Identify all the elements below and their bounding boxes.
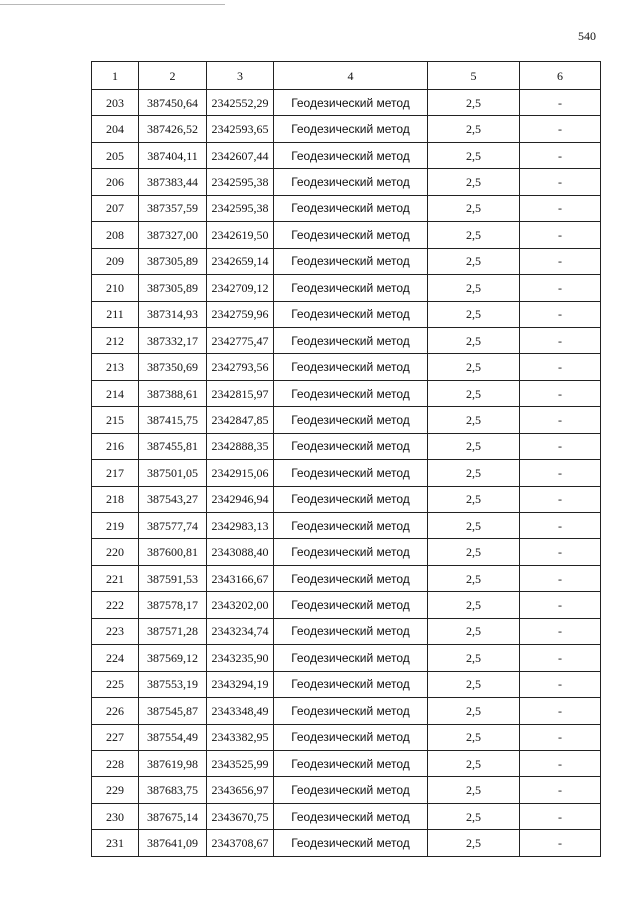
note-cell: -: [520, 803, 601, 829]
method-cell: Геодезический метод: [274, 565, 428, 591]
x-coordinate-cell: 387675,14: [139, 803, 207, 829]
table-row: [92, 592, 601, 618]
accuracy-cell: 2,5: [428, 142, 520, 168]
y-coordinate-cell: 2343166,67: [207, 565, 274, 591]
y-coordinate-cell: 2342888,35: [207, 433, 274, 459]
table-row: [92, 169, 601, 195]
x-coordinate-cell: 387383,44: [139, 169, 207, 195]
method-cell: Геодезический метод: [274, 724, 428, 750]
note-cell: -: [520, 407, 601, 433]
y-coordinate-cell: 2343294,19: [207, 671, 274, 697]
header-col-2: 2: [139, 62, 207, 90]
x-coordinate-cell: 387426,52: [139, 116, 207, 142]
accuracy-cell: 2,5: [428, 750, 520, 776]
header-col-1: 1: [92, 62, 139, 90]
accuracy-cell: 2,5: [428, 354, 520, 380]
table-row: [92, 539, 601, 565]
note-cell: -: [520, 671, 601, 697]
x-coordinate-cell: 387683,75: [139, 777, 207, 803]
note-cell: -: [520, 539, 601, 565]
table-row: [92, 90, 601, 116]
x-coordinate-cell: 387314,93: [139, 301, 207, 327]
table-row: [92, 248, 601, 274]
y-coordinate-cell: 2342793,56: [207, 354, 274, 380]
method-cell: Геодезический метод: [274, 539, 428, 565]
y-coordinate-cell: 2342595,38: [207, 169, 274, 195]
note-cell: -: [520, 169, 601, 195]
x-coordinate-cell: 387619,98: [139, 750, 207, 776]
method-cell: Геодезический метод: [274, 248, 428, 274]
method-cell: Геодезический метод: [274, 222, 428, 248]
method-cell: Геодезический метод: [274, 327, 428, 353]
method-cell: Геодезический метод: [274, 116, 428, 142]
note-cell: -: [520, 222, 601, 248]
note-cell: -: [520, 433, 601, 459]
table-row: [92, 354, 601, 380]
point-number-cell: 210: [92, 275, 139, 301]
table-row: [92, 301, 601, 327]
note-cell: -: [520, 592, 601, 618]
note-cell: -: [520, 698, 601, 724]
x-coordinate-cell: 387600,81: [139, 539, 207, 565]
table-row: [92, 750, 601, 776]
note-cell: -: [520, 380, 601, 406]
x-coordinate-cell: 387327,00: [139, 222, 207, 248]
accuracy-cell: 2,5: [428, 486, 520, 512]
y-coordinate-cell: 2342619,50: [207, 222, 274, 248]
x-coordinate-cell: 387571,28: [139, 618, 207, 644]
point-number-cell: 228: [92, 750, 139, 776]
method-cell: Геодезический метод: [274, 777, 428, 803]
point-number-cell: 215: [92, 407, 139, 433]
accuracy-cell: 2,5: [428, 380, 520, 406]
method-cell: Геодезический метод: [274, 433, 428, 459]
note-cell: -: [520, 248, 601, 274]
point-number-cell: 230: [92, 803, 139, 829]
x-coordinate-cell: 387543,27: [139, 486, 207, 512]
point-number-cell: 220: [92, 539, 139, 565]
table-row: [92, 486, 601, 512]
coordinates-table: [91, 61, 601, 857]
accuracy-cell: 2,5: [428, 195, 520, 221]
accuracy-cell: 2,5: [428, 169, 520, 195]
x-coordinate-cell: 387554,49: [139, 724, 207, 750]
point-number-cell: 206: [92, 169, 139, 195]
accuracy-cell: 2,5: [428, 671, 520, 697]
point-number-cell: 209: [92, 248, 139, 274]
note-cell: -: [520, 513, 601, 539]
y-coordinate-cell: 2342759,96: [207, 301, 274, 327]
accuracy-cell: 2,5: [428, 513, 520, 539]
table-row: [92, 222, 601, 248]
accuracy-cell: 2,5: [428, 592, 520, 618]
note-cell: -: [520, 830, 601, 856]
top-edge-rule: [0, 4, 225, 5]
table-row: [92, 142, 601, 168]
x-coordinate-cell: 387332,17: [139, 327, 207, 353]
point-number-cell: 224: [92, 645, 139, 671]
accuracy-cell: 2,5: [428, 724, 520, 750]
table-row: [92, 671, 601, 697]
method-cell: Геодезический метод: [274, 513, 428, 539]
table-row: [92, 275, 601, 301]
y-coordinate-cell: 2343202,00: [207, 592, 274, 618]
method-cell: Геодезический метод: [274, 830, 428, 856]
table-row: [92, 803, 601, 829]
accuracy-cell: 2,5: [428, 539, 520, 565]
y-coordinate-cell: 2342775,47: [207, 327, 274, 353]
accuracy-cell: 2,5: [428, 565, 520, 591]
note-cell: -: [520, 195, 601, 221]
point-number-cell: 214: [92, 380, 139, 406]
point-number-cell: 226: [92, 698, 139, 724]
point-number-cell: 204: [92, 116, 139, 142]
note-cell: -: [520, 301, 601, 327]
accuracy-cell: 2,5: [428, 116, 520, 142]
x-coordinate-cell: 387305,89: [139, 275, 207, 301]
method-cell: Геодезический метод: [274, 698, 428, 724]
point-number-cell: 223: [92, 618, 139, 644]
header-col-4: 4: [274, 62, 428, 90]
y-coordinate-cell: 2342983,13: [207, 513, 274, 539]
note-cell: -: [520, 618, 601, 644]
point-number-cell: 208: [92, 222, 139, 248]
x-coordinate-cell: 387450,64: [139, 90, 207, 116]
method-cell: Геодезический метод: [274, 90, 428, 116]
point-number-cell: 216: [92, 433, 139, 459]
table-row: [92, 327, 601, 353]
y-coordinate-cell: 2342595,38: [207, 195, 274, 221]
accuracy-cell: 2,5: [428, 327, 520, 353]
table-row: [92, 830, 601, 856]
y-coordinate-cell: 2342659,14: [207, 248, 274, 274]
x-coordinate-cell: 387577,74: [139, 513, 207, 539]
header-col-6: 6: [520, 62, 601, 90]
table-body: [92, 90, 601, 857]
x-coordinate-cell: 387591,53: [139, 565, 207, 591]
y-coordinate-cell: 2342552,29: [207, 90, 274, 116]
accuracy-cell: 2,5: [428, 275, 520, 301]
accuracy-cell: 2,5: [428, 407, 520, 433]
y-coordinate-cell: 2342815,97: [207, 380, 274, 406]
table-row: [92, 618, 601, 644]
x-coordinate-cell: 387501,05: [139, 460, 207, 486]
method-cell: Геодезический метод: [274, 592, 428, 618]
table-header-row: [92, 62, 601, 90]
point-number-cell: 207: [92, 195, 139, 221]
accuracy-cell: 2,5: [428, 301, 520, 327]
header-col-3: 3: [207, 62, 274, 90]
note-cell: -: [520, 645, 601, 671]
note-cell: -: [520, 90, 601, 116]
y-coordinate-cell: 2342593,65: [207, 116, 274, 142]
method-cell: Геодезический метод: [274, 407, 428, 433]
page-number: 540: [578, 29, 596, 43]
y-coordinate-cell: 2342915,06: [207, 460, 274, 486]
header-col-5: 5: [428, 62, 520, 90]
point-number-cell: 221: [92, 565, 139, 591]
accuracy-cell: 2,5: [428, 803, 520, 829]
note-cell: -: [520, 327, 601, 353]
note-cell: -: [520, 724, 601, 750]
point-number-cell: 217: [92, 460, 139, 486]
x-coordinate-cell: 387553,19: [139, 671, 207, 697]
method-cell: Геодезический метод: [274, 671, 428, 697]
y-coordinate-cell: 2343670,75: [207, 803, 274, 829]
accuracy-cell: 2,5: [428, 460, 520, 486]
accuracy-cell: 2,5: [428, 698, 520, 724]
point-number-cell: 218: [92, 486, 139, 512]
table-row: [92, 698, 601, 724]
point-number-cell: 212: [92, 327, 139, 353]
table-row: [92, 460, 601, 486]
note-cell: -: [520, 116, 601, 142]
y-coordinate-cell: 2343235,90: [207, 645, 274, 671]
y-coordinate-cell: 2343234,74: [207, 618, 274, 644]
note-cell: -: [520, 565, 601, 591]
point-number-cell: 205: [92, 142, 139, 168]
x-coordinate-cell: 387545,87: [139, 698, 207, 724]
point-number-cell: 203: [92, 90, 139, 116]
y-coordinate-cell: 2342946,94: [207, 486, 274, 512]
method-cell: Геодезический метод: [274, 486, 428, 512]
table-row: [92, 116, 601, 142]
x-coordinate-cell: 387641,09: [139, 830, 207, 856]
accuracy-cell: 2,5: [428, 90, 520, 116]
accuracy-cell: 2,5: [428, 645, 520, 671]
accuracy-cell: 2,5: [428, 222, 520, 248]
method-cell: Геодезический метод: [274, 275, 428, 301]
table-row: [92, 645, 601, 671]
point-number-cell: 219: [92, 513, 139, 539]
method-cell: Геодезический метод: [274, 803, 428, 829]
y-coordinate-cell: 2343348,49: [207, 698, 274, 724]
point-number-cell: 211: [92, 301, 139, 327]
note-cell: -: [520, 486, 601, 512]
note-cell: -: [520, 354, 601, 380]
point-number-cell: 225: [92, 671, 139, 697]
note-cell: -: [520, 750, 601, 776]
point-number-cell: 213: [92, 354, 139, 380]
x-coordinate-cell: 387455,81: [139, 433, 207, 459]
y-coordinate-cell: 2343525,99: [207, 750, 274, 776]
method-cell: Геодезический метод: [274, 354, 428, 380]
method-cell: Геодезический метод: [274, 380, 428, 406]
note-cell: -: [520, 777, 601, 803]
table-row: [92, 407, 601, 433]
x-coordinate-cell: 387569,12: [139, 645, 207, 671]
method-cell: Геодезический метод: [274, 142, 428, 168]
y-coordinate-cell: 2342847,85: [207, 407, 274, 433]
note-cell: -: [520, 142, 601, 168]
method-cell: Геодезический метод: [274, 618, 428, 644]
method-cell: Геодезический метод: [274, 645, 428, 671]
note-cell: -: [520, 460, 601, 486]
accuracy-cell: 2,5: [428, 777, 520, 803]
table-row: [92, 724, 601, 750]
accuracy-cell: 2,5: [428, 248, 520, 274]
point-number-cell: 231: [92, 830, 139, 856]
x-coordinate-cell: 387404,11: [139, 142, 207, 168]
x-coordinate-cell: 387388,61: [139, 380, 207, 406]
method-cell: Геодезический метод: [274, 460, 428, 486]
y-coordinate-cell: 2342607,44: [207, 142, 274, 168]
table-row: [92, 513, 601, 539]
y-coordinate-cell: 2343708,67: [207, 830, 274, 856]
method-cell: Геодезический метод: [274, 750, 428, 776]
method-cell: Геодезический метод: [274, 195, 428, 221]
x-coordinate-cell: 387305,89: [139, 248, 207, 274]
point-number-cell: 227: [92, 724, 139, 750]
point-number-cell: 229: [92, 777, 139, 803]
y-coordinate-cell: 2343656,97: [207, 777, 274, 803]
table-row: [92, 433, 601, 459]
accuracy-cell: 2,5: [428, 433, 520, 459]
note-cell: -: [520, 275, 601, 301]
y-coordinate-cell: 2343088,40: [207, 539, 274, 565]
point-number-cell: 222: [92, 592, 139, 618]
accuracy-cell: 2,5: [428, 830, 520, 856]
table-row: [92, 195, 601, 221]
y-coordinate-cell: 2342709,12: [207, 275, 274, 301]
method-cell: Геодезический метод: [274, 169, 428, 195]
x-coordinate-cell: 387350,69: [139, 354, 207, 380]
y-coordinate-cell: 2343382,95: [207, 724, 274, 750]
table-row: [92, 777, 601, 803]
table-row: [92, 380, 601, 406]
x-coordinate-cell: 387357,59: [139, 195, 207, 221]
x-coordinate-cell: 387415,75: [139, 407, 207, 433]
x-coordinate-cell: 387578,17: [139, 592, 207, 618]
accuracy-cell: 2,5: [428, 618, 520, 644]
method-cell: Геодезический метод: [274, 301, 428, 327]
table-row: [92, 565, 601, 591]
